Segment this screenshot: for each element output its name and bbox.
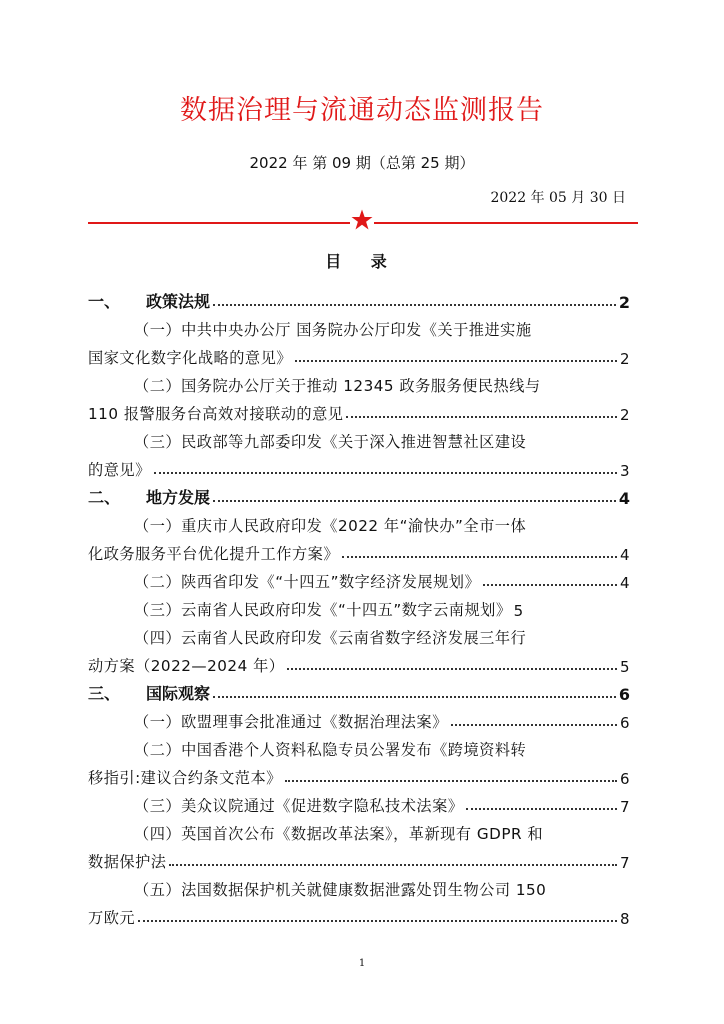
dot-leader: [213, 304, 616, 306]
toc-item-text: （三）美众议院通过《促进数字隐私技术法案》: [134, 797, 464, 815]
page-ref: 2: [619, 350, 630, 368]
toc-item-text: （二）陕西省印发《“十四五”数字经济发展规划》: [134, 573, 481, 591]
toc-item-line[interactable]: [88, 760, 630, 788]
toc-item-text: 万欧元: [88, 909, 136, 927]
dot-leader: [466, 808, 617, 810]
section-number: 二、: [88, 488, 121, 507]
section-label: 地方发展: [146, 488, 211, 507]
report-title: 数据治理与流通动态监测报告: [180, 95, 544, 126]
toc-item-line[interactable]: [88, 368, 630, 396]
toc-item-line[interactable]: [88, 816, 630, 844]
toc-section[interactable]: [88, 676, 630, 704]
toc-item-line[interactable]: [88, 872, 630, 900]
dot-leader: [342, 556, 617, 558]
toc-item-text: （四）英国首次公布《数据改革法案》，革新现有 GDPR 和: [134, 825, 544, 843]
dot-leader: [169, 864, 617, 866]
page-ref: 6: [619, 714, 630, 732]
page-ref: 4: [619, 574, 630, 592]
toc-section[interactable]: [88, 284, 630, 312]
toc-item-line[interactable]: [88, 564, 630, 592]
toc-item-line[interactable]: [88, 648, 630, 676]
toc-item-line[interactable]: [88, 620, 630, 648]
page-ref: 2: [619, 406, 630, 424]
table-of-contents: [88, 284, 630, 928]
toc-item-text: 的意见》: [88, 461, 151, 479]
dot-leader: [483, 584, 617, 586]
toc-item-text: 国家文化数字化战略的意见》: [88, 349, 292, 367]
page-ref: 4: [618, 489, 630, 508]
toc-item-line[interactable]: [88, 900, 630, 928]
toc-item-line[interactable]: [88, 592, 630, 620]
section-number: 三、: [88, 684, 121, 703]
page-ref: 4: [619, 546, 630, 564]
dot-leader: [451, 724, 617, 726]
toc-item-text: 110 报警服务台高效对接联动的意见: [88, 405, 344, 423]
toc-item-text: 化政务服务平台优化提升工作方案》: [88, 545, 339, 563]
page-number: 1: [358, 958, 366, 969]
publish-date: 2022 年 05 月 30 日: [490, 190, 626, 206]
page-ref: 5: [513, 602, 524, 620]
toc-item-text: （二）中国香港个人资料私隐专员公署发布《跨境资料转: [134, 741, 527, 759]
toc-item-text: （三）云南省人民政府印发《“十四五”数字云南规划》: [134, 601, 512, 619]
section-number: 一、: [88, 292, 121, 311]
toc-item-line[interactable]: [88, 732, 630, 760]
dot-leader: [295, 360, 617, 362]
toc-item-line[interactable]: [88, 844, 630, 872]
toc-item-line[interactable]: [88, 704, 630, 732]
page-ref: 3: [619, 462, 630, 480]
page-ref: 6: [618, 685, 630, 704]
page-ref: 7: [619, 854, 630, 872]
dot-leader: [213, 500, 616, 502]
star-icon: [350, 208, 374, 232]
page-ref: 5: [619, 658, 630, 676]
toc-item-text: （一）中共中央办公厅 国务院办公厅印发《关于推进实施: [134, 321, 532, 339]
section-label: 国际观察: [146, 684, 211, 703]
toc-heading: 目 录: [325, 252, 399, 271]
dot-leader: [285, 780, 617, 782]
toc-item-text: （一）重庆市人民政府印发《2022 年“渝快办”全市一体: [134, 517, 527, 535]
toc-item-line[interactable]: [88, 340, 630, 368]
toc-item-line[interactable]: [88, 536, 630, 564]
toc-item-text: 动方案（2022—2024 年）: [88, 657, 285, 675]
dot-leader: [346, 416, 617, 418]
dot-leader: [154, 472, 617, 474]
page-ref: 6: [619, 770, 630, 788]
issue-number: 2022 年 第 09 期（总第 25 期）: [249, 154, 475, 172]
toc-section[interactable]: [88, 480, 630, 508]
toc-item-line[interactable]: [88, 312, 630, 340]
toc-item-line[interactable]: [88, 452, 630, 480]
toc-item-text: （三）民政部等九部委印发《关于深入推进智慧社区建设: [134, 433, 527, 451]
dot-leader: [138, 920, 617, 922]
section-label: 政策法规: [146, 292, 211, 311]
toc-item-text: 数据保护法: [88, 853, 167, 871]
toc-item-line[interactable]: [88, 396, 630, 424]
toc-item-text: （一）欧盟理事会批准通过《数据治理法案》: [134, 713, 448, 731]
toc-item-line[interactable]: [88, 508, 630, 536]
page-ref: 7: [619, 798, 630, 816]
toc-item-text: （二）国务院办公厅关于推动 12345 政务服务便民热线与: [134, 377, 541, 395]
page-ref: 2: [618, 293, 630, 312]
toc-item-line[interactable]: [88, 788, 630, 816]
toc-item-text: 移指引:建议合约条文范本》: [88, 769, 282, 787]
toc-item-text: （五）法国数据保护机关就健康数据泄露处罚生物公司 150: [134, 881, 547, 899]
page-ref: 8: [619, 910, 630, 928]
toc-item-line[interactable]: [88, 424, 630, 452]
toc-item-text: （四）云南省人民政府印发《云南省数字经济发展三年行: [134, 629, 527, 647]
dot-leader: [213, 696, 616, 698]
dot-leader: [287, 668, 617, 670]
